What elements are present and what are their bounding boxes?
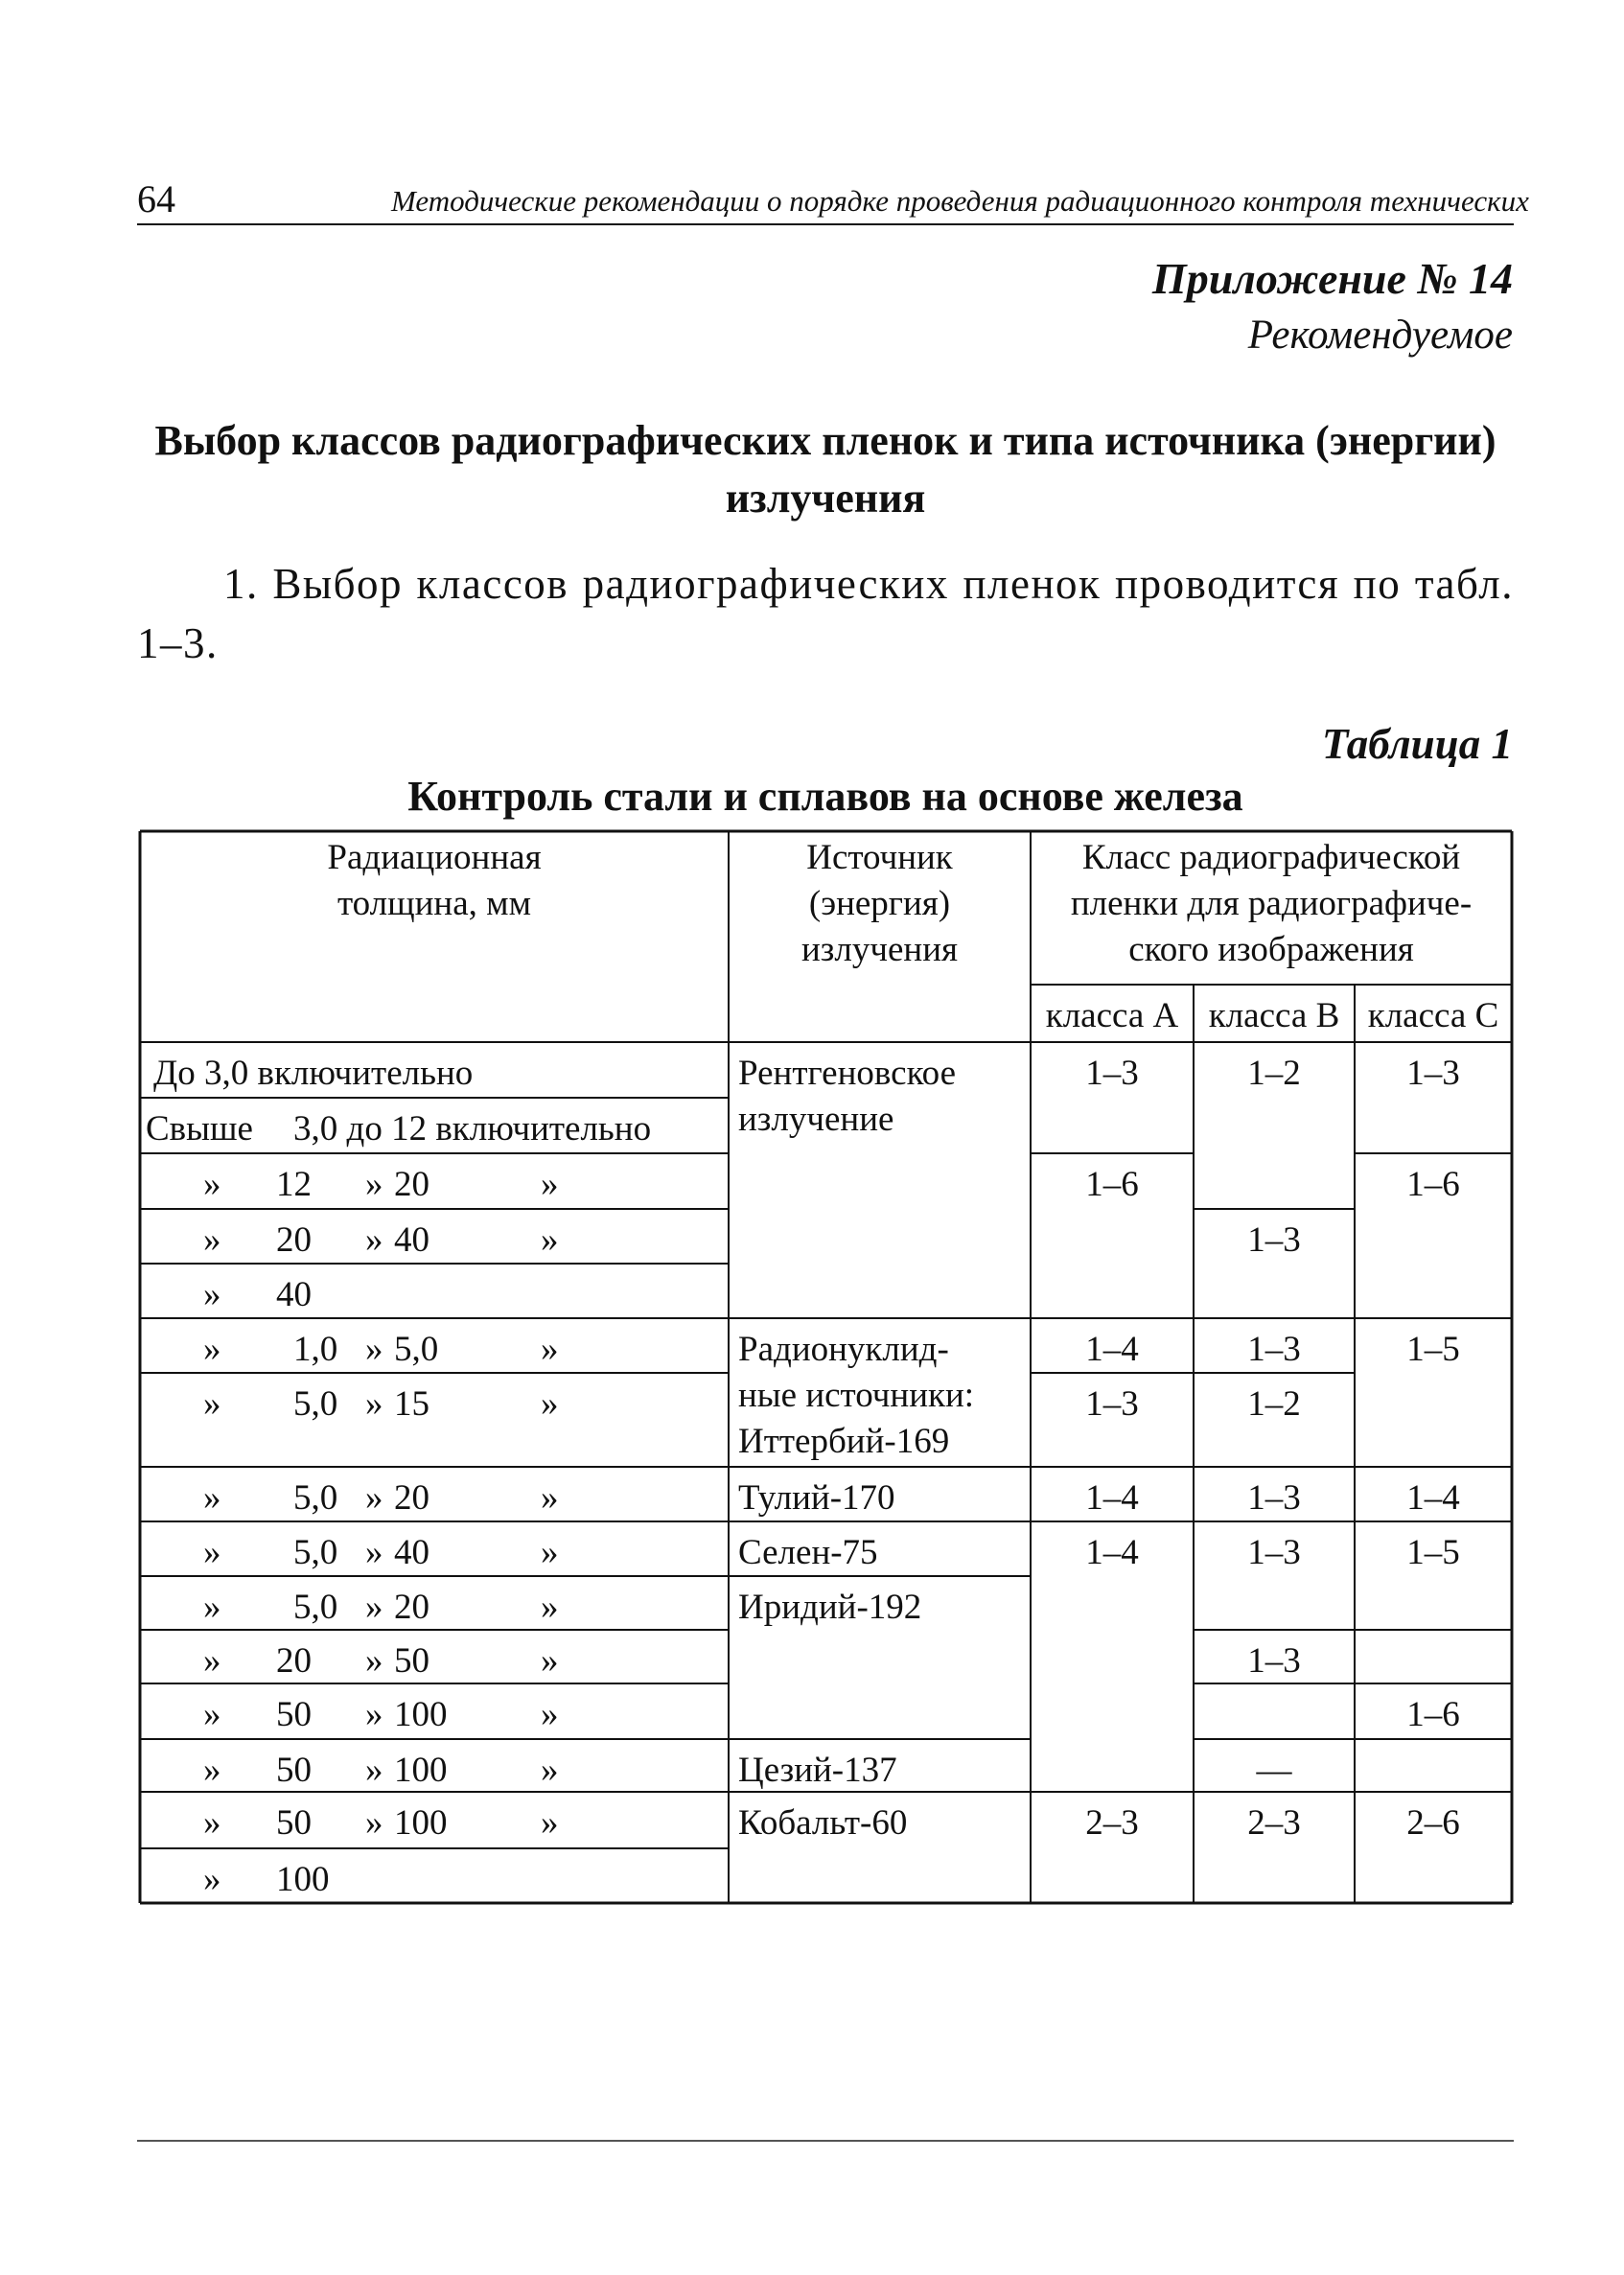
class-a-value: 1–4 (1085, 1330, 1139, 1369)
table-label: Таблица 1 (1321, 720, 1513, 768)
source-name: Рентгеновское (738, 1054, 957, 1093)
class-a-value: 1–6 (1085, 1165, 1139, 1204)
header-thickness: толщина, мм (336, 884, 532, 923)
source-name: Иридий-192 (738, 1588, 922, 1627)
thickness-ditto: » (203, 1330, 221, 1369)
thickness-value: 50 (276, 1803, 312, 1843)
document-title: Выбор классов радиографических пленок и типа источника (энергии) излучения (154, 417, 1496, 522)
thickness-value: 40 (394, 1533, 429, 1572)
thickness-value: 20 (394, 1165, 429, 1204)
header-thickness: Радиационная (327, 838, 542, 877)
thickness-ditto: » (365, 1588, 383, 1627)
class-c-value: 1–5 (1406, 1533, 1460, 1572)
header-source: (энергия) (808, 884, 951, 923)
class-c-value: 1–6 (1406, 1695, 1460, 1734)
class-b-value: 1–3 (1247, 1220, 1301, 1260)
running-head: Методические рекомендации о порядке проведения радиационного контроля технических (391, 184, 1529, 218)
appendix-label: Приложение № 14 (1151, 254, 1513, 303)
class-a-value: 1–4 (1085, 1533, 1139, 1572)
thickness-ditto: » (365, 1641, 383, 1681)
header-class-c: класса C (1367, 996, 1499, 1035)
thickness-ditto: » (365, 1478, 383, 1518)
header-film-class: пленки для радиографиче- (1070, 884, 1473, 923)
thickness-value: 100 (394, 1751, 448, 1790)
header-class-a: класса A (1045, 996, 1179, 1035)
appendix-status: Рекомендуемое (1247, 313, 1513, 358)
class-b-value: 1–3 (1247, 1330, 1301, 1369)
class-b-value: 1–3 (1247, 1533, 1301, 1572)
page-number: 64 (137, 177, 175, 221)
source-name: излучение (738, 1100, 894, 1139)
source-name: Тулий-170 (738, 1478, 895, 1518)
thickness-ditto: » (365, 1220, 383, 1260)
header-film-class: ского изображения (1128, 930, 1414, 969)
thickness-ditto: » (541, 1641, 559, 1681)
thickness-ditto: » (541, 1751, 559, 1790)
thickness-ditto: » (203, 1275, 221, 1314)
class-c-value: 2–6 (1406, 1803, 1460, 1843)
thickness-value: 20 (394, 1588, 429, 1627)
thickness-ditto: » (365, 1384, 383, 1424)
class-a-value: 1–3 (1085, 1054, 1139, 1093)
source-name: Селен-75 (738, 1533, 878, 1572)
thickness-ditto: » (541, 1803, 559, 1843)
class-c-value: 1–3 (1406, 1054, 1460, 1093)
thickness-value: 5,0 (293, 1478, 338, 1518)
class-a-value: 2–3 (1085, 1803, 1139, 1843)
thickness-ditto: » (203, 1384, 221, 1424)
thickness-ditto: » (541, 1478, 559, 1518)
thickness-value: 15 (394, 1384, 429, 1424)
thickness-ditto: » (541, 1695, 559, 1734)
thickness-value: 5,0 (293, 1384, 338, 1424)
class-b-value: 1–3 (1247, 1478, 1301, 1518)
thickness-value: 40 (276, 1275, 312, 1314)
thickness-ditto: » (203, 1803, 221, 1843)
thickness-range: Свыше (146, 1109, 253, 1149)
source-name: Иттербий-169 (738, 1422, 950, 1461)
class-b-value: 1–2 (1247, 1054, 1301, 1093)
thickness-value: 50 (394, 1641, 429, 1681)
thickness-value: 5,0 (394, 1330, 439, 1369)
thickness-ditto: » (203, 1478, 221, 1518)
thickness-value: 20 (276, 1220, 312, 1260)
source-name: Радионуклид- (738, 1330, 949, 1369)
thickness-ditto: » (365, 1695, 383, 1734)
thickness-ditto: » (203, 1165, 221, 1204)
class-b-value: 1–3 (1247, 1641, 1301, 1681)
thickness-value: 40 (394, 1220, 429, 1260)
thickness-ditto: » (365, 1533, 383, 1572)
thickness-value: 50 (276, 1695, 312, 1734)
thickness-value: 5,0 (293, 1588, 338, 1627)
thickness-ditto: » (203, 1751, 221, 1790)
thickness-ditto: » (541, 1588, 559, 1627)
thickness-ditto: » (365, 1165, 383, 1204)
thickness-ditto: » (203, 1588, 221, 1627)
thickness-ditto: » (203, 1220, 221, 1260)
source-name: ные источники: (738, 1376, 975, 1415)
class-b-value: 2–3 (1247, 1803, 1301, 1843)
thickness-value: 100 (276, 1860, 330, 1899)
thickness-ditto: » (541, 1533, 559, 1572)
table-title: Контроль стали и сплавов на основе железа (407, 773, 1243, 820)
class-a-value: 1–4 (1085, 1478, 1139, 1518)
thickness-value: 20 (276, 1641, 312, 1681)
class-b-value: 1–2 (1247, 1384, 1301, 1424)
header-source: Источник (806, 838, 953, 877)
intro-paragraph: 1. Выбор классов радиографических пленок проводится по табл. 1–3. (137, 560, 1514, 667)
thickness-ditto: » (541, 1384, 559, 1424)
thickness-value: 50 (276, 1751, 312, 1790)
footer-rule (137, 2140, 1514, 2142)
thickness-ditto: » (541, 1330, 559, 1369)
header-class-b: класса B (1208, 996, 1340, 1035)
class-c-value: 1–6 (1406, 1165, 1460, 1204)
thickness-ditto: » (203, 1533, 221, 1572)
thickness-value: 100 (394, 1803, 448, 1843)
thickness-value: 12 (276, 1165, 312, 1204)
class-b-value: — (1256, 1751, 1292, 1790)
thickness-ditto: » (541, 1165, 559, 1204)
class-c-value: 1–4 (1406, 1478, 1460, 1518)
thickness-value: 20 (394, 1478, 429, 1518)
thickness-value: 100 (394, 1695, 448, 1734)
thickness-value: 1,0 (293, 1330, 338, 1369)
thickness-ditto: » (541, 1220, 559, 1260)
thickness-ditto: » (365, 1803, 383, 1843)
class-a-value: 1–3 (1085, 1384, 1139, 1424)
header-source: излучения (800, 930, 959, 969)
thickness-range: До 3,0 включительно (153, 1054, 474, 1093)
thickness-range: 3,0 до 12 включительно (293, 1109, 652, 1149)
thickness-ditto: » (203, 1860, 221, 1899)
thickness-ditto: » (365, 1330, 383, 1369)
header-film-class: Класс радиографической (1081, 838, 1461, 877)
source-name: Кобальт-60 (738, 1803, 908, 1843)
class-c-value: 1–5 (1406, 1330, 1460, 1369)
thickness-ditto: » (203, 1695, 221, 1734)
source-name: Цезий-137 (738, 1751, 897, 1790)
thickness-ditto: » (203, 1641, 221, 1681)
thickness-ditto: » (365, 1751, 383, 1790)
thickness-value: 5,0 (293, 1533, 338, 1572)
